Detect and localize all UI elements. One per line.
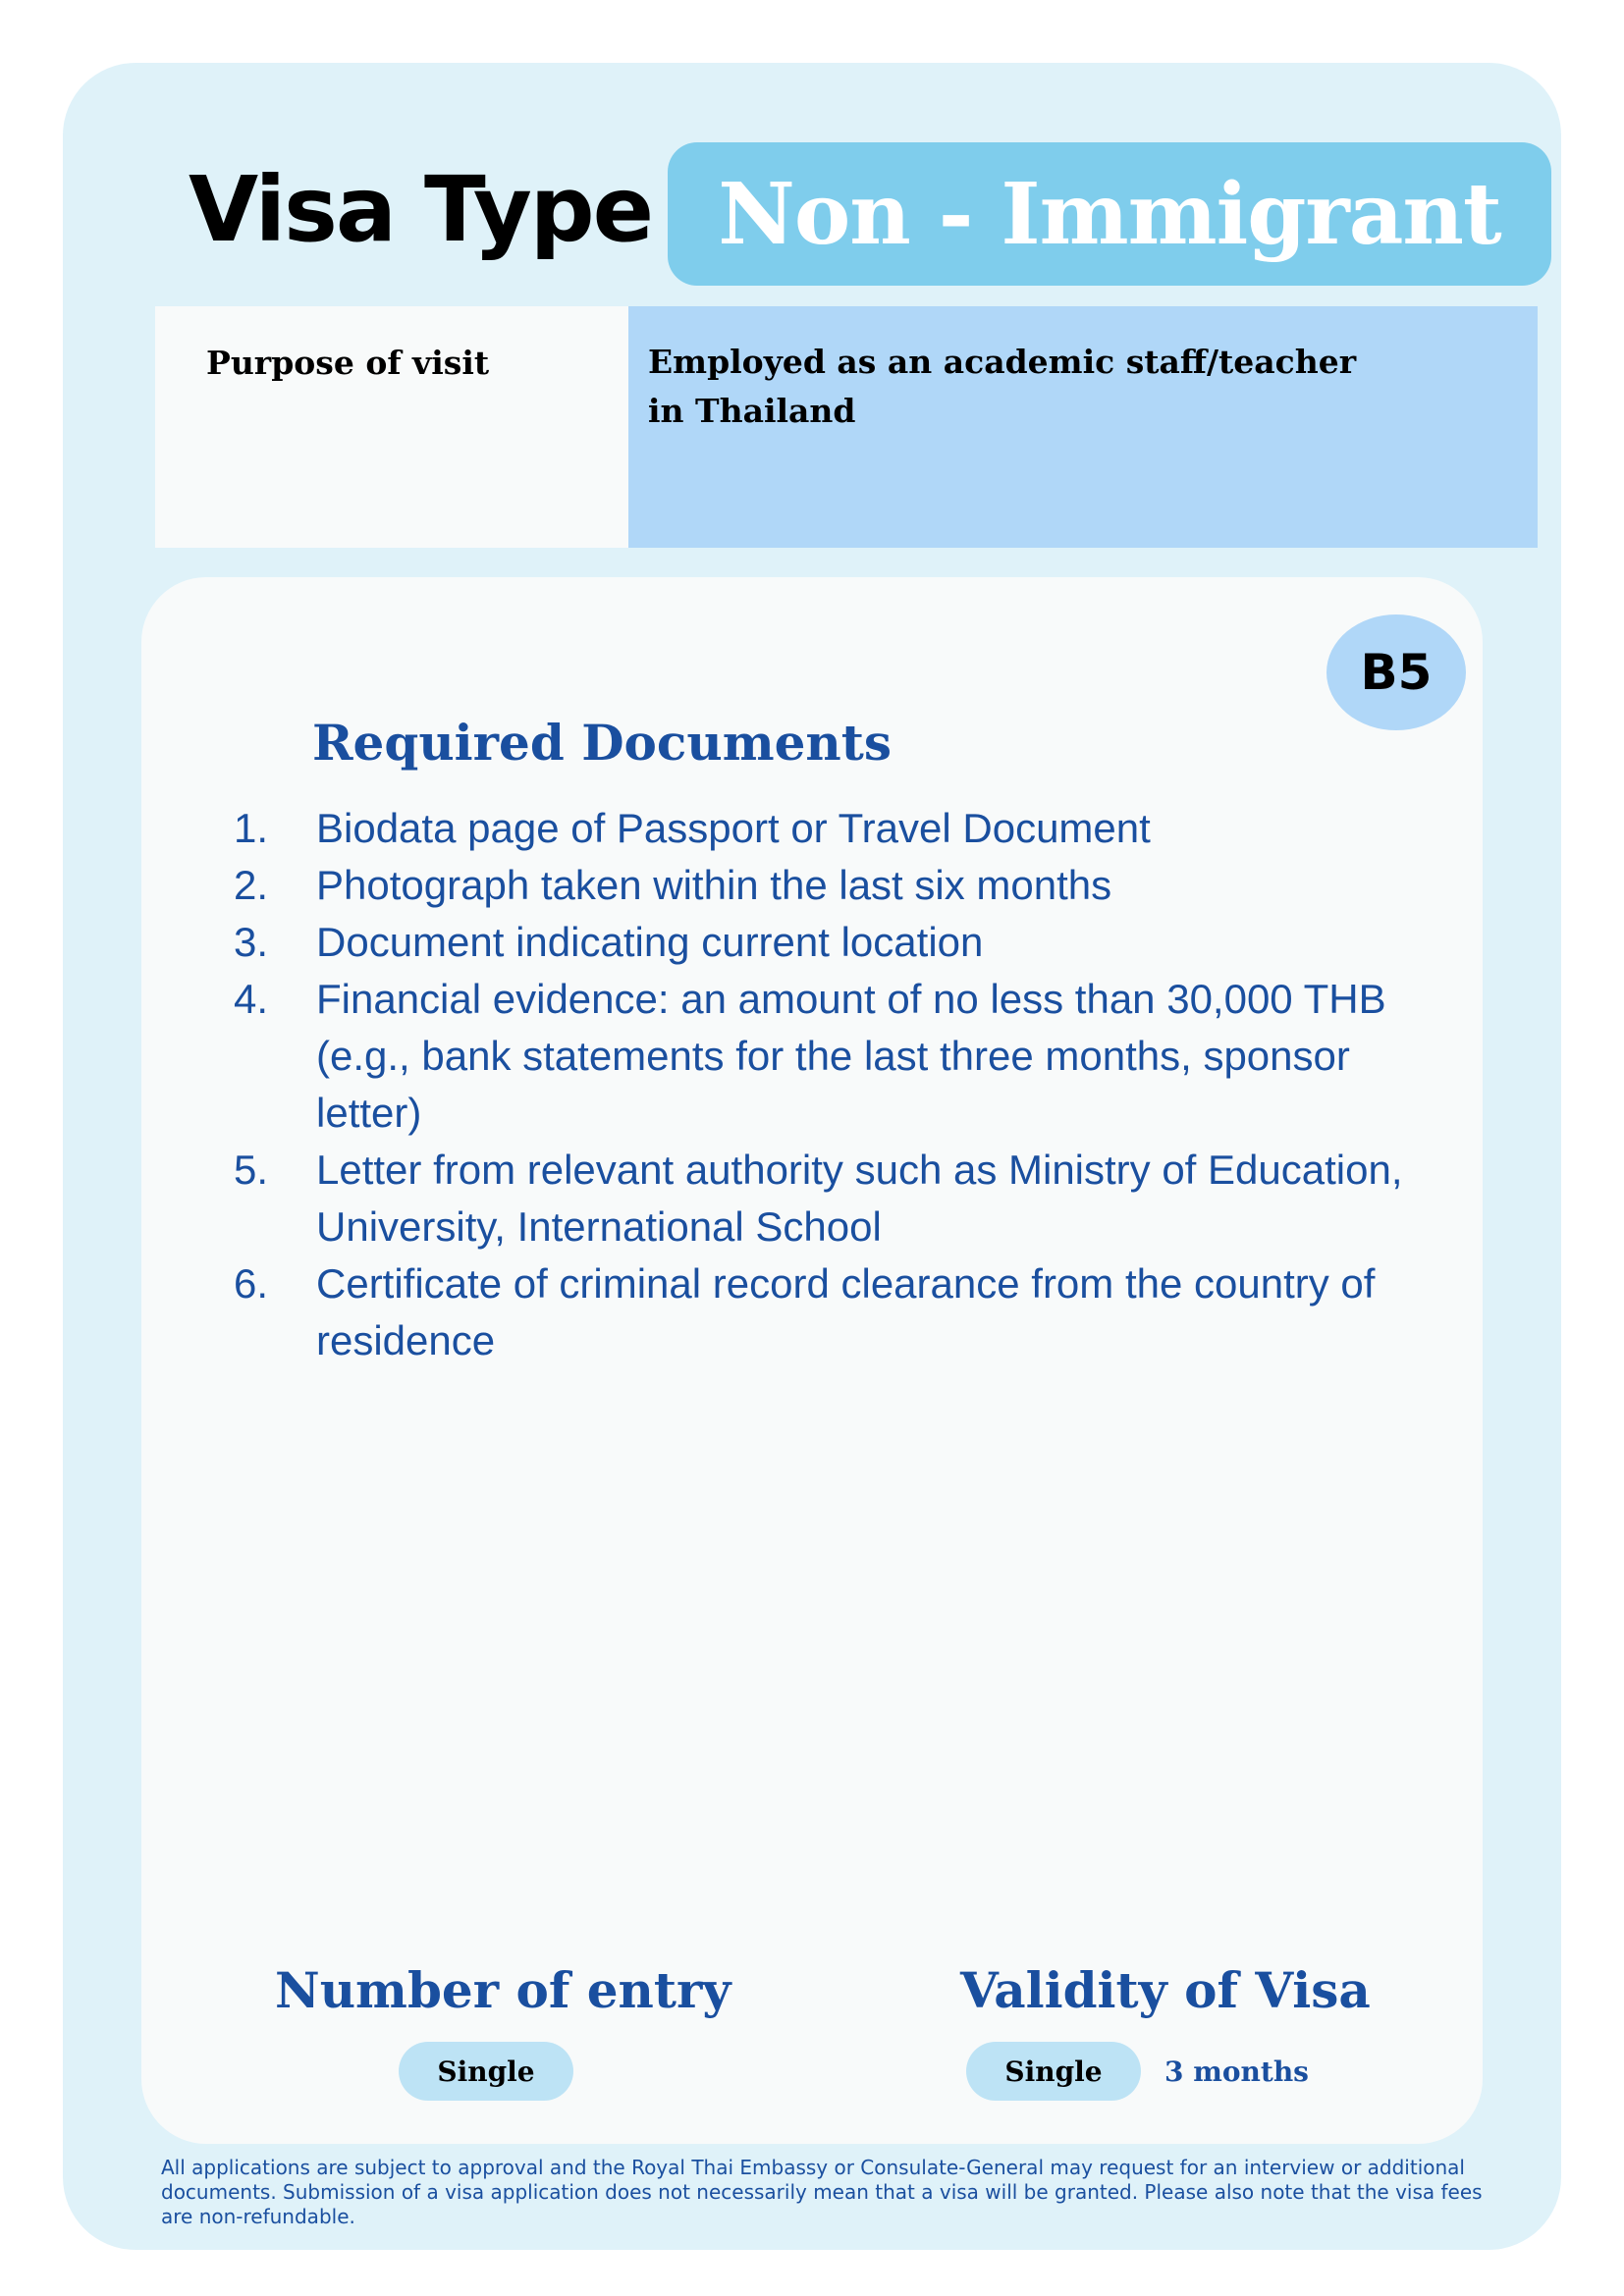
list-item-number: 1.: [234, 805, 269, 851]
visa-code: B5: [1360, 644, 1433, 701]
list-item-number: 6.: [234, 1260, 269, 1307]
list-item-text: Biodata page of Passport or Travel Document: [316, 805, 1151, 851]
list-item-number: 3.: [234, 919, 269, 965]
list-item: [234, 857, 1455, 914]
validity-label: Validity of Visa: [960, 1961, 1371, 2019]
list-item: [234, 1255, 1455, 1369]
list-item-number: 4.: [234, 976, 269, 1022]
purpose-label: Purpose of visit: [206, 344, 490, 382]
visa-category-label: Non - Immigrant: [718, 164, 1501, 264]
required-documents-title: Required Documents: [312, 714, 893, 772]
list-item-text: Letter from relevant authority such as Ministry of Education, University, International School: [316, 1147, 1403, 1250]
list-item-number: 5.: [234, 1147, 269, 1193]
entry-value-pill: Single: [399, 2042, 573, 2101]
number-of-entry-label: Number of entry: [275, 1961, 731, 2019]
list-item: [234, 1142, 1455, 1255]
list-item: [234, 914, 1455, 971]
purpose-value: Employed as an academic staff/teacher in Thailand: [648, 343, 1357, 430]
list-item-text: Photograph taken within the last six months: [316, 862, 1112, 908]
list-item-number: 2.: [234, 862, 269, 908]
list-item-text: Financial evidence: an amount of no less than 30,000 THB (e.g., bank statements for the last three months, sponsor letter): [316, 976, 1386, 1136]
visa-code-badge: [1326, 614, 1466, 730]
validity-value-pill: Single: [966, 2042, 1141, 2101]
list-item: [234, 800, 1455, 857]
validity-duration: 3 months: [1164, 2056, 1309, 2088]
purpose-label-cell: [155, 306, 628, 548]
disclaimer-text: All applications are subject to approval and the Royal Thai Embassy or Consulate-General may request for an interview or additional documents. Submission of a visa application does not necessarily mean that a visa will be granted. Please also note that the visa fees are non-refundable.: [161, 2156, 1483, 2228]
visa-category-banner: [668, 142, 1551, 286]
list-item-text: Certificate of criminal record clearance from the country of residence: [316, 1260, 1376, 1363]
list-item: [234, 971, 1455, 1142]
list-item-text: Document indicating current location: [316, 919, 984, 965]
page-title: Visa Type: [189, 157, 653, 262]
purpose-value-cell: [628, 306, 1538, 548]
required-documents-list: [234, 800, 1455, 1369]
